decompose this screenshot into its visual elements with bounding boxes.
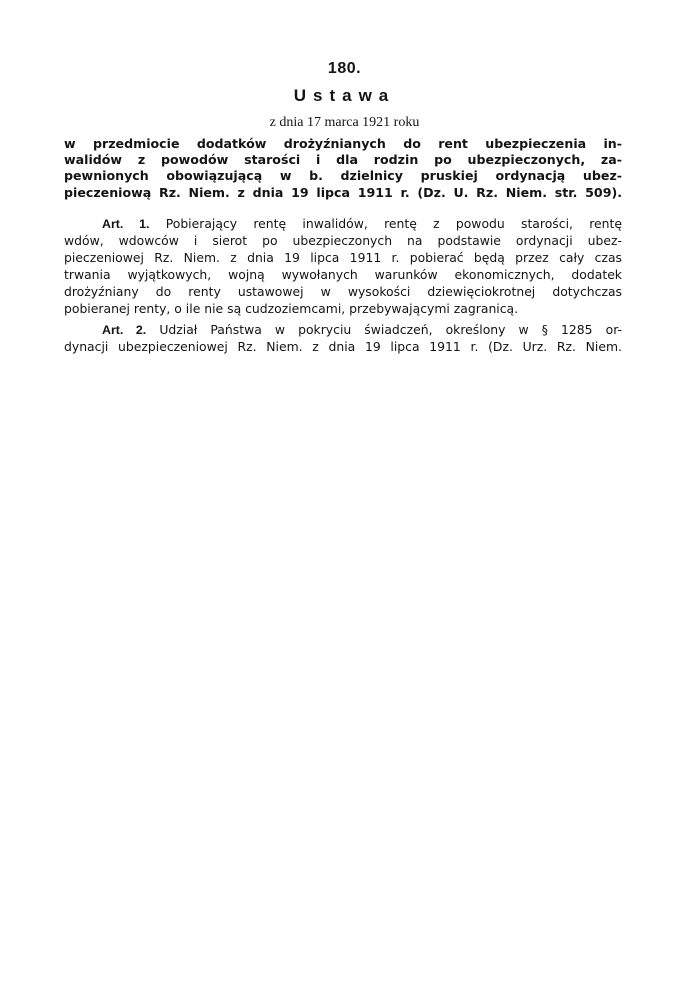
article-line: pieczeniowej Rz. Niem. z dnia 19 lipca 1911 r. pobierać będą przez cały czas [64, 249, 622, 265]
document-date: z dnia 17 marca 1921 roku [269, 115, 420, 130]
subject-line: pieczeniową Rz. Niem. z dnia 19 lipca 1911 r. (Dz. U. Rz. Niem. str. 509). [64, 184, 622, 200]
article-text: Udział Państwa w pokryciu świadczeń, określony w § 1285 or- [159, 322, 622, 337]
article-line: wdów, wdowców i sierot po ubezpieczonych na podstawie ordynacji ubez- [64, 232, 622, 248]
article-1 [64, 216, 622, 317]
article-2 [64, 322, 622, 356]
document-subject [64, 136, 622, 201]
article-line: pobieranej renty, o ile nie są cudzoziemcami, przebywającymi zagranicą. [64, 300, 519, 316]
article-line: drożyźniany do renty ustawowej w wysokości dziewięciokrotnej dotychczas [64, 283, 622, 299]
article-first-line [64, 322, 622, 339]
subject-line: pewnionych obowiązującą w b. dzielnicy pruskiej ordynacją ubez- [64, 168, 622, 184]
document-number: 180. [327, 60, 362, 77]
article-label: Art. 2. [102, 323, 147, 337]
document-title: Ustawa [293, 86, 396, 105]
article-label: Art. 1. [102, 217, 150, 231]
article-text: Pobierający rentę inwalidów, rentę z powodu starości, rentę [165, 216, 622, 231]
subject-line: w przedmiocie dodatków drożyźnianych do rent ubezpieczenia in- [64, 136, 622, 151]
article-line: trwania wyjątkowych, wojną wywołanych warunków ekonomicznych, dodatek [64, 266, 622, 282]
article-first-line [64, 216, 622, 233]
subject-line: walidów z powodów starości i dla rodzin po ubezpieczonych, za- [64, 152, 622, 168]
article-line: dynacji ubezpieczeniowej Rz. Niem. z dnia 19 lipca 1911 r. (Dz. Urz. Rz. Niem. [64, 338, 622, 354]
